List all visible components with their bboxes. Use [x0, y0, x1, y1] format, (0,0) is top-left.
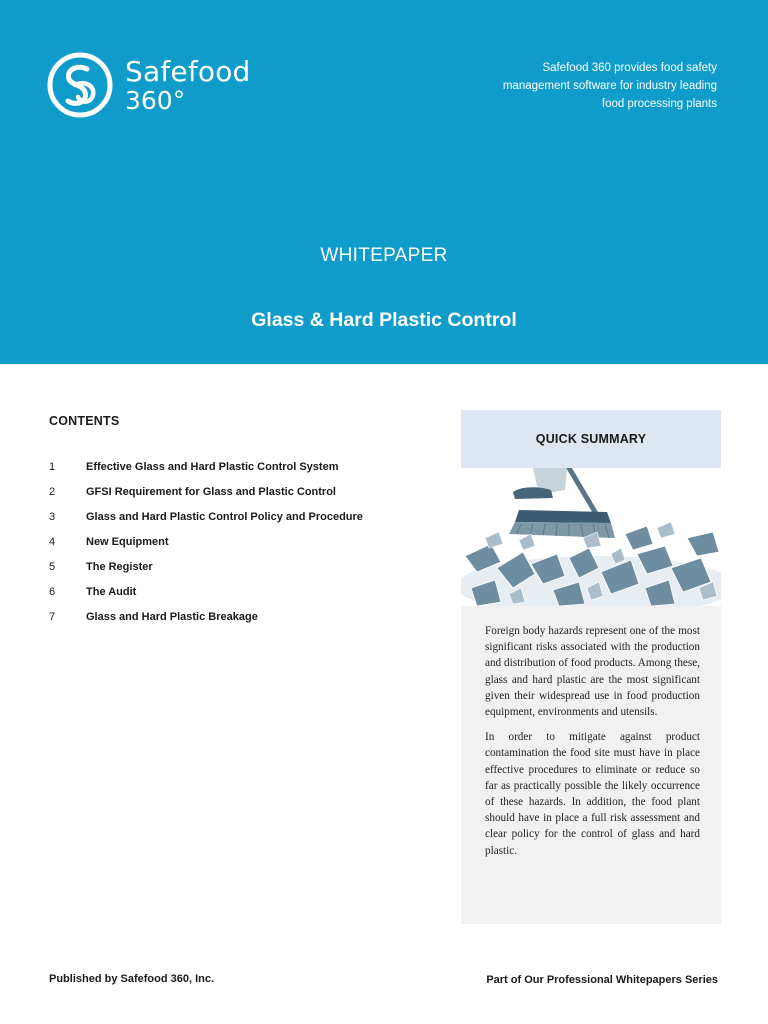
- toc-label: The Register: [86, 561, 153, 573]
- toc-label: GFSI Requirement for Glass and Plastic Control: [86, 486, 336, 498]
- toc-number: 1: [49, 461, 56, 473]
- toc-label: New Equipment: [86, 536, 169, 548]
- toc-number: 5: [49, 561, 56, 573]
- summary-paragraph: In order to mitigate against product contamination the food site must have in place effective procedures to eliminate or reduce so far as practically possible the likely occurrence of these hazards. In addition, the food plant should have in place a full risk assessment and clear policy for the control of glass and hard plastic.: [485, 731, 700, 857]
- toc-number: 7: [49, 611, 56, 623]
- toc-label: Glass and Hard Plastic Control Policy and Procedure: [86, 511, 363, 523]
- toc-number: 3: [49, 511, 56, 523]
- toc-number: 2: [49, 486, 56, 498]
- toc-number: 6: [49, 586, 56, 598]
- brand-logo: [47, 52, 251, 118]
- toc-item[interactable]: [49, 561, 429, 586]
- tagline-line: management software for industry leading: [502, 80, 717, 92]
- broom-sweeping-broken-glass-image: [461, 468, 721, 606]
- toc-label: Effective Glass and Hard Plastic Control System: [86, 461, 339, 473]
- cover-header: [0, 0, 768, 364]
- brand-number: 360°: [125, 85, 186, 115]
- toc-item[interactable]: [49, 611, 429, 636]
- toc-label: The Audit: [86, 586, 137, 598]
- quick-summary-panel: [461, 410, 721, 924]
- safefood-logo-icon: [47, 52, 113, 118]
- toc-item[interactable]: [49, 461, 429, 486]
- toc-number: 4: [49, 536, 56, 548]
- summary-body: [461, 606, 721, 859]
- summary-paragraph: Foreign body hazards represent one of the most significant risks associated with the production and distribution of food products. Among these, glass and hard plastic are the most significant given their widespread use in food production equipment, environments and utensils.: [485, 625, 700, 719]
- contents-heading: CONTENTS: [49, 414, 120, 428]
- toc-item[interactable]: [49, 586, 429, 611]
- table-of-contents: [49, 461, 429, 636]
- brand-tagline: [457, 59, 717, 113]
- series-note: Part of Our Professional Whitepapers Series: [486, 974, 718, 986]
- document-title: Glass & Hard Plastic Control: [251, 309, 517, 331]
- document-kicker: WHITEPAPER: [320, 245, 448, 266]
- toc-item[interactable]: [49, 536, 429, 561]
- toc-item[interactable]: [49, 486, 429, 511]
- tagline-line: Safefood 360 provides food safety: [542, 62, 717, 74]
- publisher-credit: Published by Safefood 360, Inc.: [49, 973, 215, 985]
- brand-name: Safefood: [125, 54, 251, 88]
- summary-heading: QUICK SUMMARY: [461, 410, 721, 468]
- tagline-line: food processing plants: [601, 98, 717, 110]
- toc-label: Glass and Hard Plastic Breakage: [86, 611, 258, 623]
- toc-item[interactable]: [49, 511, 429, 536]
